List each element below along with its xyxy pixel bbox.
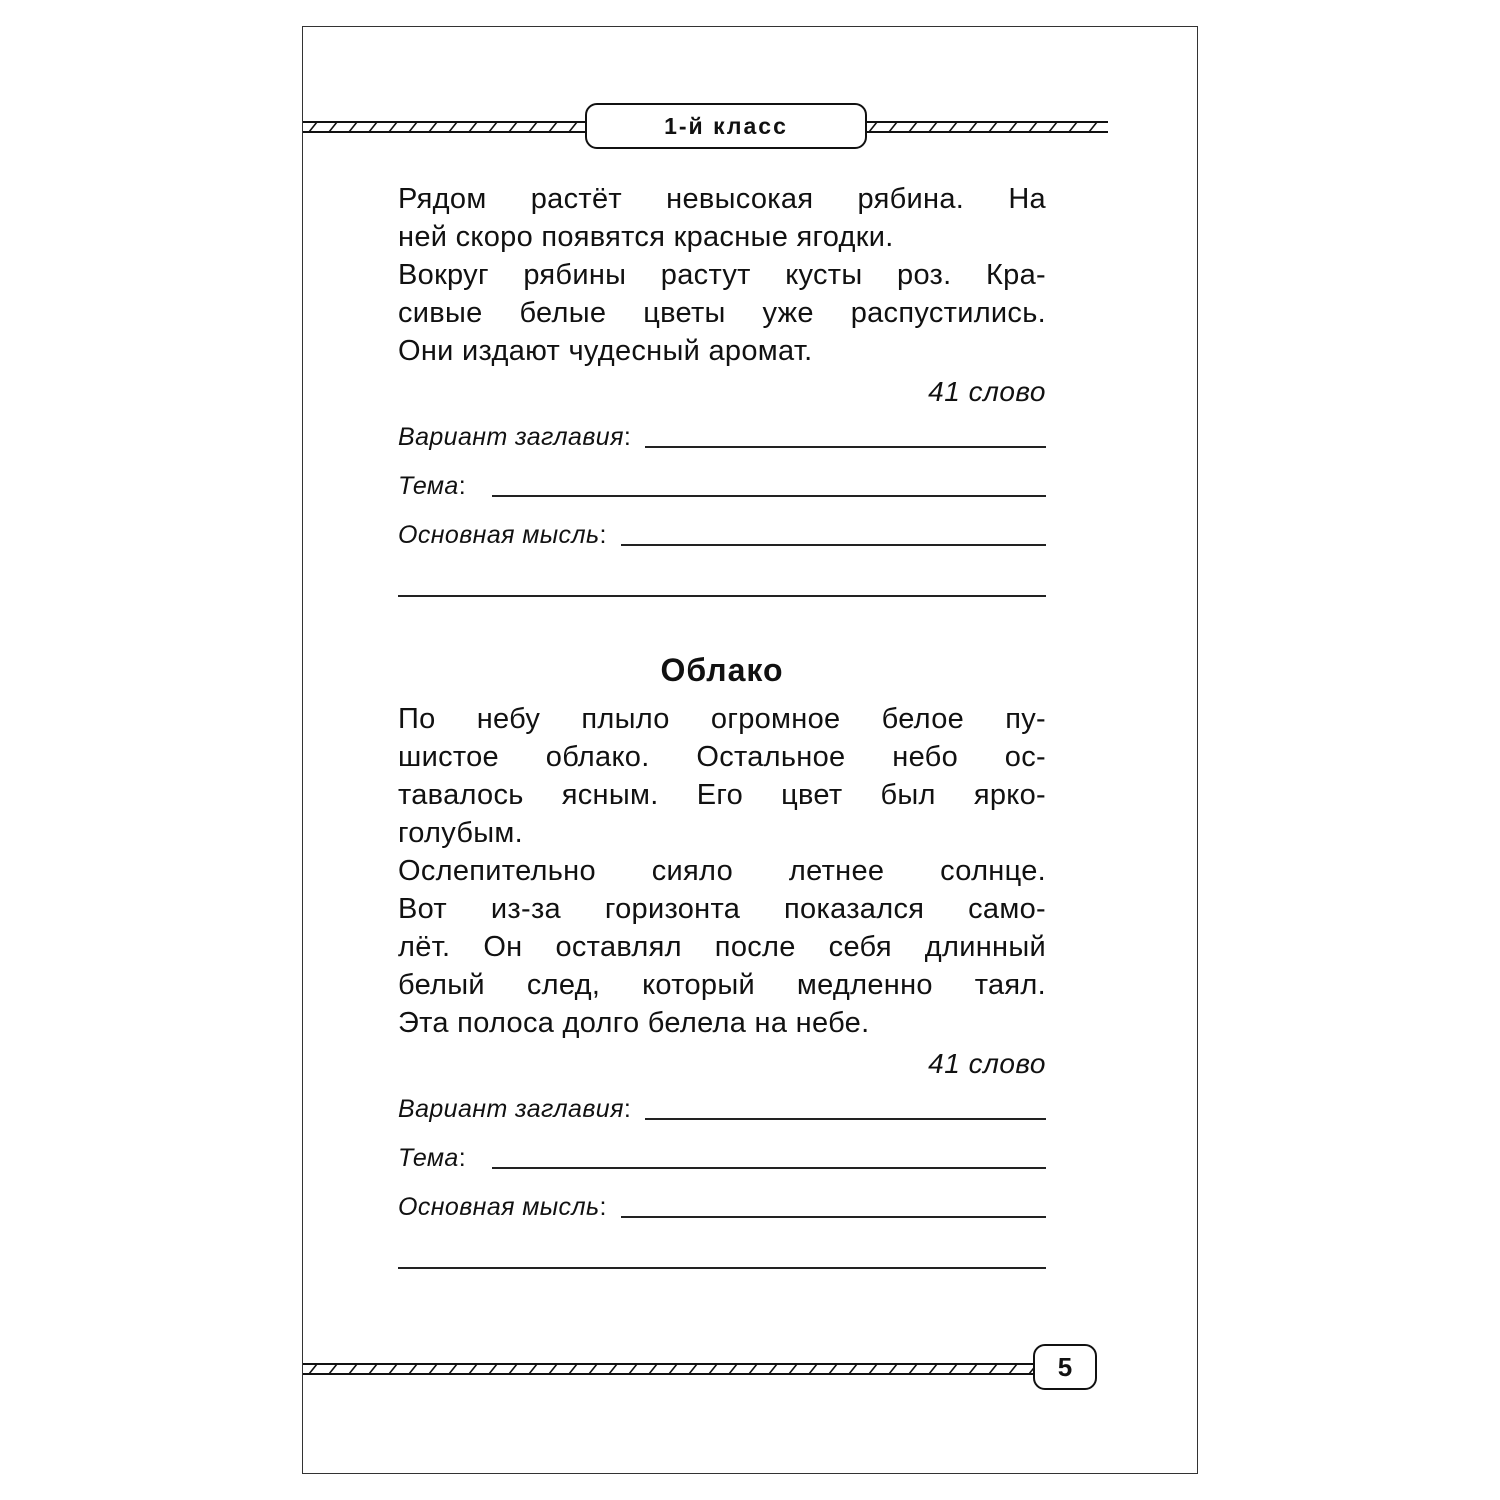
- story1-line: Вокруг рябины растут кусты роз. Кра-: [398, 259, 1046, 291]
- idea-label: Основная мысль: [398, 1193, 600, 1221]
- idea-answer-line[interactable]: [621, 543, 1046, 546]
- colon: :: [458, 472, 467, 500]
- topic-label: Тема: [398, 1144, 459, 1172]
- story2-line: шистое облако. Остальное небо ос-: [398, 741, 1046, 773]
- story2-line: Ослепительно сияло летнее солнце.: [398, 855, 1046, 887]
- topic-label: Тема: [398, 472, 459, 500]
- idea-answer-line-2[interactable]: [398, 1267, 1046, 1269]
- story1-line: Рядом растёт невысокая рябина. На: [398, 183, 1046, 215]
- story2-title-field: [398, 1090, 1046, 1124]
- story2-idea-field: [398, 1188, 1046, 1222]
- story1-line: сивые белые цветы уже распустились.: [398, 297, 1046, 329]
- colon: :: [623, 423, 632, 451]
- story2-line: голубым.: [398, 817, 524, 849]
- grade-badge: 1-й класс: [585, 103, 867, 149]
- colon: :: [599, 521, 607, 549]
- rope-divider-bottom: [303, 1362, 1033, 1376]
- story2-line: белый след, который медленно таял.: [398, 969, 1046, 1001]
- colon: :: [458, 1144, 467, 1172]
- idea-label: Основная мысль: [398, 521, 600, 549]
- story2-text: [398, 700, 1046, 1042]
- story2-line: Эта полоса долго белела на небе.: [398, 1007, 870, 1039]
- title-label: Вариант заглавия: [398, 423, 624, 451]
- story2-line: Вот из-за горизонта показался само-: [398, 893, 1046, 925]
- story1-line: ней скоро появятся красные ягодки.: [398, 221, 894, 253]
- story1-text: [398, 180, 1046, 370]
- story1-title-field: [398, 418, 1046, 452]
- story2-heading: Облако: [660, 652, 784, 688]
- story1-idea-field: [398, 516, 1046, 550]
- colon: :: [599, 1193, 607, 1221]
- story2-line: лёт. Он оставлял после себя длинный: [398, 931, 1046, 963]
- title-label: Вариант заглавия: [398, 1095, 624, 1123]
- story2-topic-field: [398, 1139, 1046, 1173]
- topic-answer-line[interactable]: [492, 1166, 1046, 1169]
- story1-word-count: 41 слово: [928, 376, 1046, 407]
- story2-line: тавалось ясным. Его цвет был ярко-: [398, 779, 1046, 811]
- story2-line: По небу плыло огромное белое пу-: [398, 703, 1046, 735]
- idea-answer-line[interactable]: [621, 1215, 1046, 1218]
- topic-answer-line[interactable]: [492, 494, 1046, 497]
- story1-line: Они издают чудесный аромат.: [398, 335, 813, 367]
- idea-answer-line-2[interactable]: [398, 595, 1046, 597]
- title-answer-line[interactable]: [645, 1117, 1046, 1120]
- page-number: 5: [1033, 1344, 1097, 1390]
- colon: :: [623, 1095, 632, 1123]
- title-answer-line[interactable]: [645, 445, 1046, 448]
- story2-word-count: 41 слово: [928, 1048, 1046, 1079]
- story1-topic-field: [398, 467, 1046, 501]
